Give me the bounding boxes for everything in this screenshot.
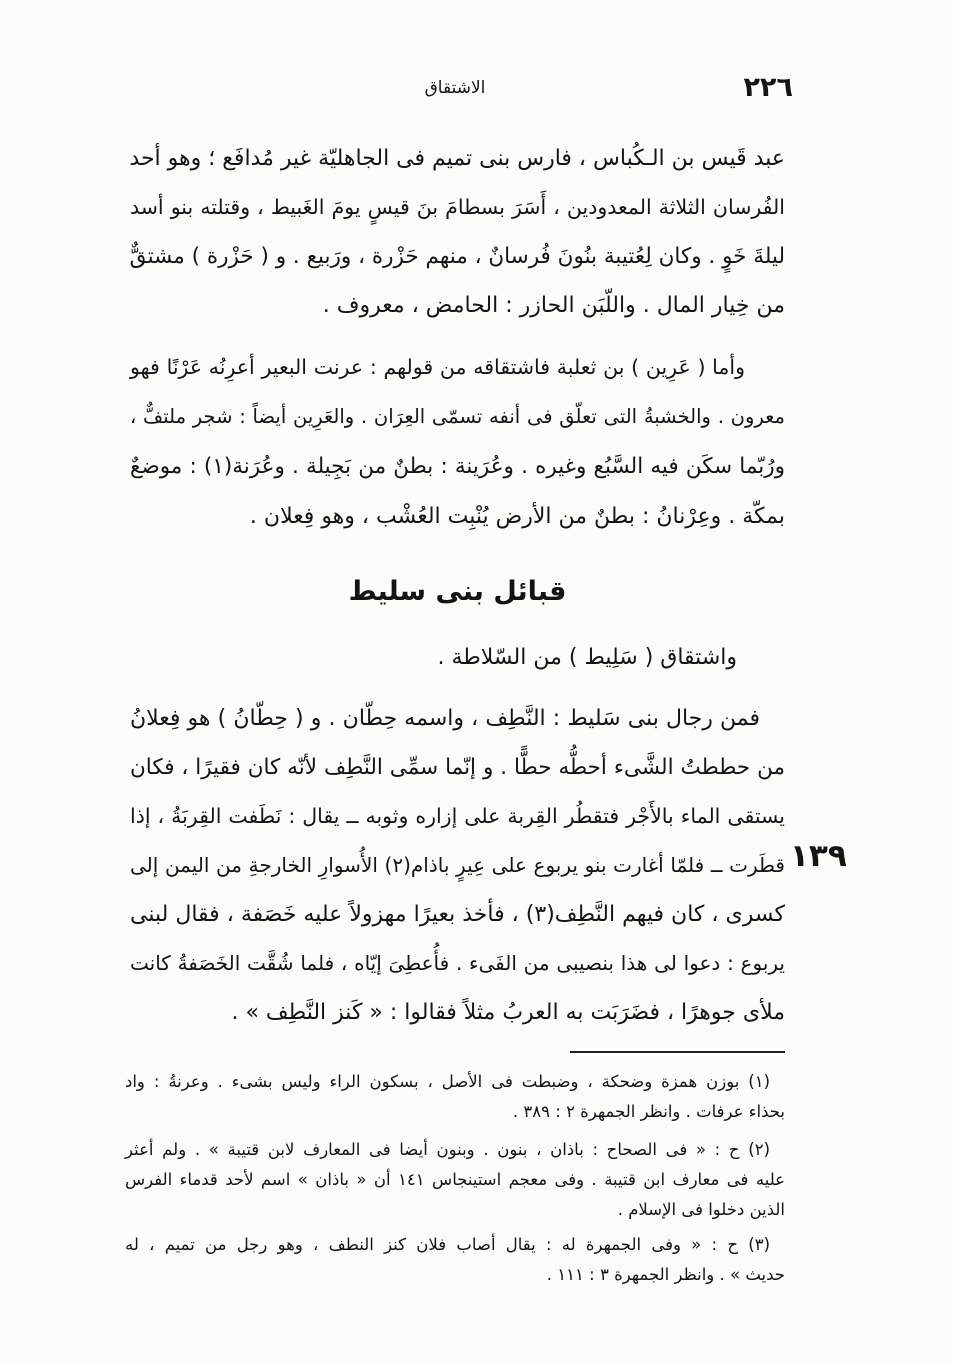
- section-intro: [130, 634, 785, 682]
- body-line: ليلةَ خَوٍ . وكان لِعُتيبة بنُونَ فُرسانٌ ، منهم حَزْرة ، ورَبيع . و ( حَزْرة ) مشتقٌّ: [129, 244, 785, 269]
- margin-number: ١٣٩: [790, 838, 847, 874]
- footnote-2: [125, 1135, 785, 1225]
- body-line: كسرى ، كان فيهم النَّطِف(٣) ، فأخذ بعيرًا مهزولاً عليه خَصَفة ، فقال لبنى: [130, 902, 786, 927]
- body-line: من خِيار المال . واللّبَن الحازر : الحامض ، معروف .: [322, 293, 785, 318]
- body-line: معرون . والخشبةُ التى تعلّق فى أنفه تسمّى العِرَان . والعَرِين أيضاً : شجر ملتفٌّ ،: [130, 405, 785, 428]
- body-line: ورُبّما سكَن فيه السَّبُع وغيره . وعُرَينة : بطنٌ من بَجِيلة . وعُرَنة(١) : موضعٌ: [130, 454, 785, 479]
- paragraph-3: [130, 694, 785, 1037]
- body-line: وأما ( عَرِين ) بن ثعلبة فاشتقاقه من قولهم : عرنت البعير أعرِنُه عَرْنًا فهو: [130, 355, 745, 379]
- footnote-line: عليه فى معارف ابن قتيبة . وفى معجم استينجاس ١٤١ أن « باذان » اسم لأحد قدماء الفرس: [125, 1170, 786, 1189]
- body-line: يستقى الماء بالأَجْر فتقطُر القِربة على إزاره وثوبه ــ يقال : نَطَفت القِربَةُ ، إذا: [130, 804, 785, 828]
- body-line: ملأى جوهرًا ، فضَرَبَت به العربُ مثلاً فقالوا : « كَنز النَّطِف » .: [231, 1000, 785, 1025]
- section-heading: قبائل بنى سليط: [348, 576, 567, 607]
- footnote-line: الذين دخلوا فى الإسلام .: [617, 1200, 785, 1219]
- body-line: بمكّة . وعِرْنانُ : بطنٌ من الأرض يُنْبِت العُشْب ، وهو فِعلان .: [249, 504, 785, 529]
- body-line: من حططتُ الشَّىء أحطُّه حطًّا . و إنّما سمِّى النَّطِف لأنّه كان فقيرًا ، فكان: [130, 755, 785, 780]
- body-line: يربوع : دعوا لى هذا بنصيبى من الفَىء . فأُعطِىَ إيّاه ، فلما شُقَّت الخَصَفةُ كانت: [130, 951, 785, 975]
- body-line: قطَرت ــ فلمّا أغارت بنو يربوع على عِيرٍ باذام(٢) الأُسوارِ الخارجةِ من اليمن إلى: [130, 853, 785, 877]
- footnote-3: [125, 1230, 785, 1290]
- paragraph-1: [130, 134, 785, 330]
- paragraph-2: [130, 342, 785, 542]
- body-line: واشتقاق ( سَلِيط ) من السّلاطة .: [437, 645, 737, 670]
- footnote-divider: [570, 1051, 785, 1053]
- footnote-1: [125, 1067, 785, 1127]
- footnote-line: بحذاء عرفات . وانظر الجمهرة ٢ : ٣٨٩ .: [512, 1102, 785, 1121]
- footnote-line: (٣) ح : « وفى الجمهرة له : يقال أصاب فلان كنز النطف ، وهو رجل من تميم ، له: [125, 1235, 770, 1254]
- running-title: الاشتقاق: [424, 78, 486, 98]
- body-line: عبد قَيس بن الـكُباس ، فارس بنى تميم فى الجاهليّة غير مُدافَع ؛ وهو أحد: [129, 146, 785, 171]
- footnote-line: (١) بوزن همزة وضحكة ، وضبطت فى الأصل ، بسكون الراء وليس بشىء . وعرنةُ : واد: [125, 1072, 770, 1091]
- footnote-line: حديث » . وانظر الجمهرة ٣ : ١١١ .: [546, 1265, 785, 1284]
- page-number: ٢٢٦: [743, 72, 793, 103]
- body-line: الفُرسان الثلاثة المعدودين ، أَسَرَ بسطامَ بنَ قيسٍ يومَ الغَبيط ، وقتلته بنو أسد: [130, 195, 785, 219]
- footnote-line: (٢) ح : « فى الصحاح : باذان ، بنون . وبنون أيضا فى المعارف لابن قتيبة » . ولم أعثر: [125, 1140, 770, 1159]
- body-line: فمن رجال بنى سَليط : النَّطِف ، واسمه حِطّان . و ( حِطّانُ ) هو فِعلانُ: [130, 706, 760, 731]
